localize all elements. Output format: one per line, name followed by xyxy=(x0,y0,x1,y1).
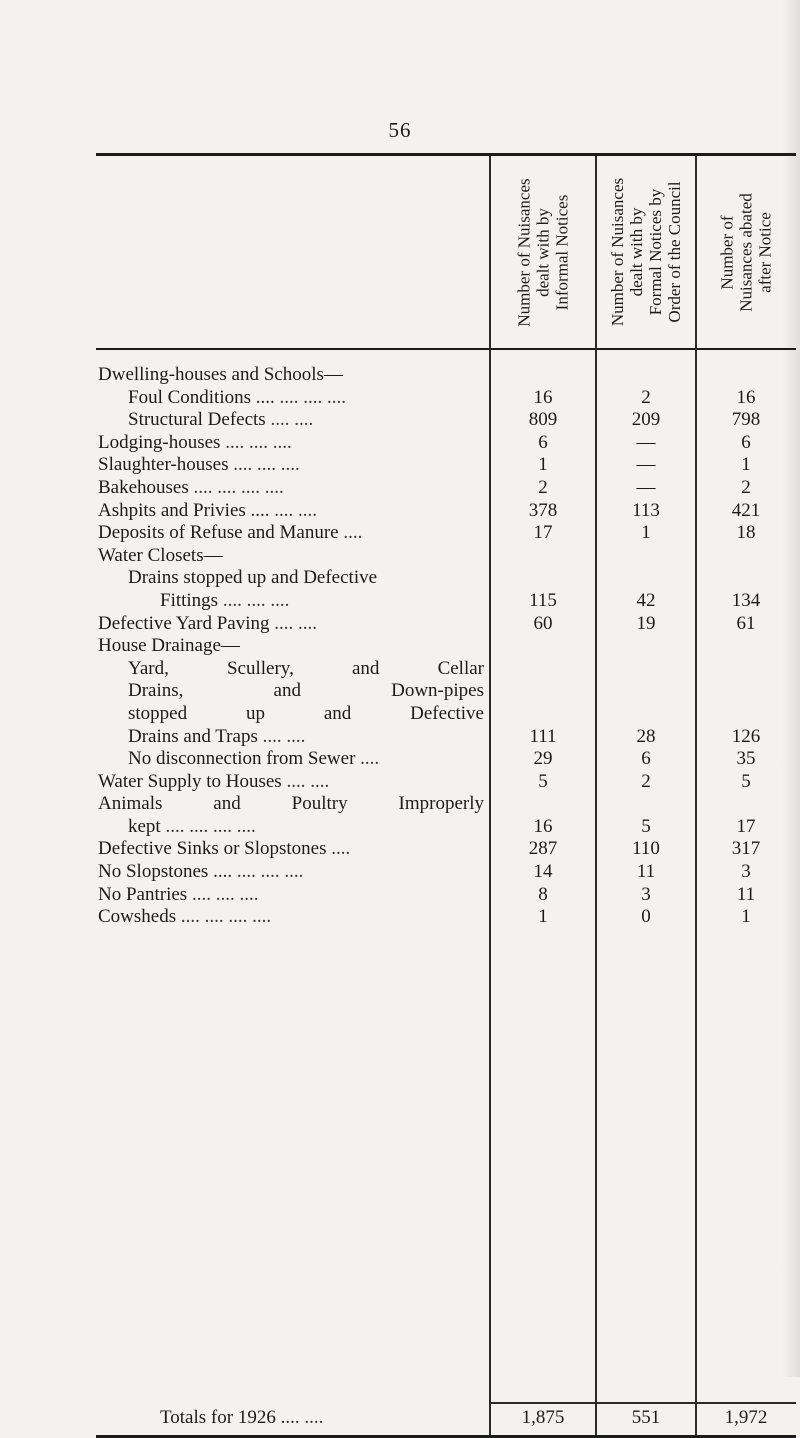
row-label: kept .... .... .... .... xyxy=(128,815,256,837)
table-row xyxy=(0,387,800,410)
row-value-c2: 11 xyxy=(636,861,656,883)
header-abated-text: Number of Nuisances abated after Notice xyxy=(717,192,775,312)
table-row xyxy=(0,906,800,929)
row-label: Water Supply to Houses .... .... xyxy=(98,770,330,792)
table-row xyxy=(0,409,800,432)
table-row xyxy=(0,884,800,907)
row-value-c3: 2 xyxy=(741,476,751,498)
totals-formal: 551 xyxy=(631,1407,661,1428)
totals-label: Totals for 1926 .... .... xyxy=(160,1407,324,1428)
row-label: Drains stopped up and Defective xyxy=(128,567,378,589)
row-value-c2: 110 xyxy=(632,838,660,860)
row-value-c1: 5 xyxy=(538,770,548,792)
row-value-c2: 209 xyxy=(631,409,661,431)
row-label: Slaughter-houses .... .... .... xyxy=(98,454,300,476)
row-value-c2: 2 xyxy=(641,386,651,408)
table-row xyxy=(0,500,800,523)
row-value-c1: 287 xyxy=(528,838,558,860)
header-formal-notices-text: Number of Nuisances dealt with by Formal Notices by Order of the Council xyxy=(608,177,684,327)
row-value-c3: 126 xyxy=(731,725,761,747)
row-label: Drains, and Down-pipes xyxy=(128,680,484,702)
row-value-c1: 111 xyxy=(529,725,557,747)
row-label: Dwelling-houses and Schools— xyxy=(98,364,343,385)
table-row xyxy=(0,432,800,455)
row-value-c1: 2 xyxy=(538,476,548,498)
row-label: No disconnection from Sewer .... xyxy=(128,748,380,770)
row-label: Foul Conditions .... .... .... .... xyxy=(128,386,346,408)
table-row xyxy=(0,838,800,861)
row-value-c1: 809 xyxy=(528,409,558,431)
row-label: Animals and Poultry Improperly xyxy=(98,793,484,815)
table-row xyxy=(0,635,800,658)
page-number: 56 xyxy=(388,118,412,142)
scan-edge-shadow xyxy=(782,0,800,1377)
row-value-c1: 6 xyxy=(538,431,548,453)
row-value-c2: 2 xyxy=(641,770,651,792)
row-label: Fittings .... .... .... xyxy=(160,589,290,611)
row-label: stopped up and Defective xyxy=(128,702,484,724)
row-label: Defective Yard Paving .... .... xyxy=(98,612,317,634)
row-value-c3: 798 xyxy=(731,409,761,431)
row-label: Drains and Traps .... .... xyxy=(128,725,306,747)
row-value-c3: 1 xyxy=(741,454,751,476)
row-value-c2: — xyxy=(636,476,656,498)
row-label: Yard, Scullery, and Cellar xyxy=(128,657,484,679)
row-value-c2: 42 xyxy=(636,589,656,611)
row-value-c3: 16 xyxy=(736,386,756,408)
totals-informal: 1,875 xyxy=(521,1407,565,1428)
row-value-c2: 5 xyxy=(641,815,651,837)
row-value-c2: — xyxy=(636,431,656,453)
table-row xyxy=(0,454,800,477)
totals-rule xyxy=(490,1402,796,1404)
row-value-c2: 3 xyxy=(641,883,651,905)
row-value-c1: 16 xyxy=(533,386,553,408)
table-row xyxy=(0,590,800,613)
row-value-c3: 134 xyxy=(731,589,761,611)
header-rule xyxy=(96,348,796,350)
table-row xyxy=(0,680,800,703)
row-label: No Slopstones .... .... .... .... xyxy=(98,861,304,883)
table-row xyxy=(0,861,800,884)
totals-abated: 1,972 xyxy=(724,1407,768,1428)
row-value-c1: 29 xyxy=(533,748,553,770)
table-row xyxy=(0,726,800,749)
table-row xyxy=(0,545,800,568)
table-top-rule xyxy=(96,153,796,156)
table-row xyxy=(0,658,800,681)
row-value-c3: 11 xyxy=(736,883,756,905)
row-value-c1: 1 xyxy=(538,454,548,476)
row-value-c3: 421 xyxy=(731,499,761,521)
row-label: Ashpits and Privies .... .... .... xyxy=(98,499,318,521)
row-value-c2: 28 xyxy=(636,725,656,747)
row-value-c3: 18 xyxy=(736,522,756,544)
row-label: Bakehouses .... .... .... .... xyxy=(98,476,284,498)
totals-row xyxy=(0,1406,800,1430)
table-row xyxy=(0,771,800,794)
table-row xyxy=(0,703,800,726)
row-label: Defective Sinks or Slopstones .... xyxy=(98,838,351,860)
row-value-c1: 17 xyxy=(533,522,553,544)
row-value-c1: 8 xyxy=(538,883,548,905)
row-value-c1: 378 xyxy=(528,499,558,521)
table-row xyxy=(0,748,800,771)
table-row xyxy=(0,613,800,636)
row-value-c2: 19 xyxy=(636,612,656,634)
row-label: Lodging-houses .... .... .... xyxy=(98,431,292,453)
table-row xyxy=(0,567,800,590)
row-label: Structural Defects .... .... xyxy=(128,409,314,431)
table-row xyxy=(0,477,800,500)
row-value-c1: 14 xyxy=(533,861,553,883)
row-value-c2: 113 xyxy=(632,499,660,521)
row-value-c2: 0 xyxy=(641,906,651,928)
row-value-c3: 3 xyxy=(741,861,751,883)
table-row xyxy=(0,816,800,839)
row-value-c2: 6 xyxy=(641,748,651,770)
header-formal-notices xyxy=(596,158,696,346)
table-row xyxy=(0,364,800,387)
row-value-c3: 5 xyxy=(741,770,751,792)
row-value-c1: 1 xyxy=(538,906,548,928)
header-abated xyxy=(696,158,796,346)
row-label: Deposits of Refuse and Manure .... xyxy=(98,522,363,544)
row-label: House Drainage— xyxy=(98,635,240,657)
row-value-c2: — xyxy=(636,454,656,476)
row-value-c2: 1 xyxy=(641,522,651,544)
header-informal-notices-text: Number of Nuisances dealt with by Informal Notices xyxy=(514,177,572,327)
row-value-c1: 60 xyxy=(533,612,553,634)
row-value-c3: 6 xyxy=(741,431,751,453)
header-informal-notices xyxy=(490,158,596,346)
row-label: Water Closets— xyxy=(98,544,223,566)
table-row xyxy=(0,522,800,545)
row-label: No Pantries .... .... .... xyxy=(98,883,259,905)
row-value-c3: 35 xyxy=(736,748,756,770)
row-value-c3: 1 xyxy=(741,906,751,928)
table-body xyxy=(0,364,800,929)
row-value-c1: 115 xyxy=(529,589,557,611)
row-value-c3: 317 xyxy=(731,838,761,860)
row-label: Cowsheds .... .... .... .... xyxy=(98,906,272,928)
row-value-c3: 61 xyxy=(736,612,756,634)
table-row xyxy=(0,793,800,816)
row-value-c3: 17 xyxy=(736,815,756,837)
row-value-c1: 16 xyxy=(533,815,553,837)
